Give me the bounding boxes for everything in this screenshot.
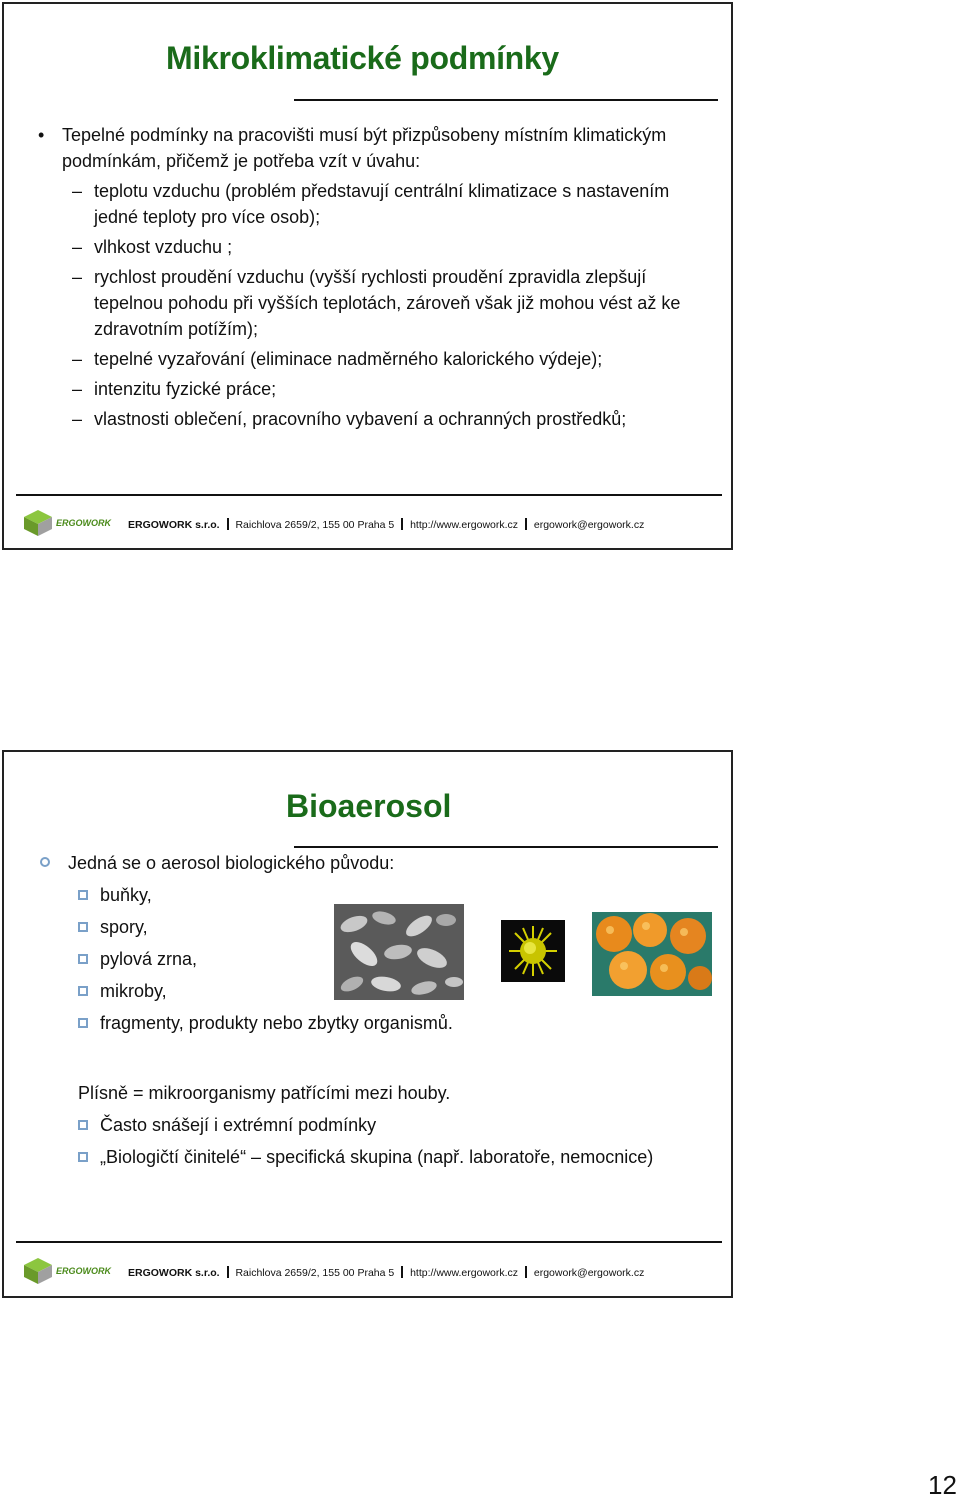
dash-icon: – [72,181,83,201]
slide-mikroklima [2,2,733,550]
list-item [38,346,708,372]
footer-rule [16,494,722,496]
bullet-dot-icon: • [38,125,45,145]
square-bullet-icon [78,954,88,964]
item-text: pylová zrna, [100,949,198,969]
content-list-lower [40,1080,720,1176]
item-text: „Biologičtí činitelé“ – specifická skupina (např. laboratoře, nemocnice) [100,1147,654,1167]
list-item [38,178,708,230]
separator [401,1266,403,1278]
dash-icon: – [72,237,83,257]
item-text: Často snášejí i extrémní podmínky [100,1115,377,1135]
address: Raichlova 2659/2, 155 00 Praha 5 [235,519,395,531]
company-name: ERGOWORK s.r.o. [128,519,220,531]
square-bullet-icon [78,1152,88,1162]
footer [22,1252,722,1292]
item-text: vlastnosti oblečení, pracovního vybavení a ochranných prostředků; [94,409,627,429]
logo-text: ERGOWORK [56,1266,111,1276]
list-item [38,376,708,402]
website-link[interactable]: http://www.ergowork.cz [410,519,519,531]
list-item [40,1112,720,1138]
list-item-main [40,850,720,876]
pollen-grain-image [501,920,565,982]
dash-icon: – [72,409,83,429]
slide-title: Mikroklimatické podmínky [166,40,559,76]
note-text: Plísně = mikroorganismy patřícími mezi houby. [78,1083,451,1103]
separator [401,518,403,530]
footer-rule [16,1241,722,1243]
square-bullet-icon [78,1120,88,1130]
slide-bioaerosol [2,750,733,1298]
separator [525,1266,527,1278]
separator [227,1266,229,1278]
footer [22,504,722,544]
square-bullet-icon [78,922,88,932]
item-text: spory, [100,917,148,937]
dash-icon: – [72,379,83,399]
title-rule [294,846,718,848]
list-item [38,264,708,342]
intro-text: Tepelné podmínky na pracovišti musí být přizpůsobeny místním klimatickým podmínkám, přičemž je potřeba vzít v úvahu: [62,125,667,171]
separator [525,518,527,530]
dash-icon: – [72,349,83,369]
page-number: 12 [928,1470,957,1500]
item-text: vlhkost vzduchu ; [94,237,233,257]
email-link[interactable]: ergowork@ergowork.cz [533,519,645,531]
email-link[interactable]: ergowork@ergowork.cz [533,1267,645,1279]
slide-title: Bioaerosol [286,788,452,824]
item-text: rychlost proudění vzduchu (vyšší rychlosti proudění zpravidla zlepšují tepelnou pohodu při vyšších teplotách, zároveň však již mohou vést až ke zdravotním potížím); [94,267,681,339]
separator [227,518,229,530]
item-text: intenzitu fyzické práce; [94,379,277,399]
logo-text: ERGOWORK [56,518,111,528]
list-item [40,1010,720,1036]
item-text: mikroby, [100,981,167,1001]
ergowork-cube-icon [22,1256,54,1286]
item-text: buňky, [100,885,152,905]
item-text: tepelné vyzařování (eliminace nadměrného kalorického výdeje); [94,349,603,369]
address: Raichlova 2659/2, 155 00 Praha 5 [235,1267,395,1279]
lead-text: Jedná se o aerosol biologického původu: [68,853,395,873]
list-item [38,234,708,260]
website-link[interactable]: http://www.ergowork.cz [410,1267,519,1279]
footer-info [128,518,644,531]
list-item-main [38,122,708,174]
item-text: teplotu vzduchu (problém představují centrální klimatizace s nastavením jedné teploty pro více osob); [94,181,670,227]
pollen-cluster-image [592,912,712,996]
footer-info [128,1266,644,1279]
square-bullet-icon [78,986,88,996]
square-bullet-icon [78,890,88,900]
company-name: ERGOWORK s.r.o. [128,1267,220,1279]
title-rule [294,99,718,101]
list-item [40,1144,720,1170]
item-text: fragmenty, produkty nebo zbytky organismů. [100,1013,453,1033]
ring-bullet-icon [40,857,50,867]
square-bullet-icon [78,1018,88,1028]
ergowork-cube-icon [22,508,54,538]
list-item [38,406,708,432]
dash-icon: – [72,267,83,287]
bacteria-micrograph-image [334,904,464,1000]
content-list [38,122,708,432]
